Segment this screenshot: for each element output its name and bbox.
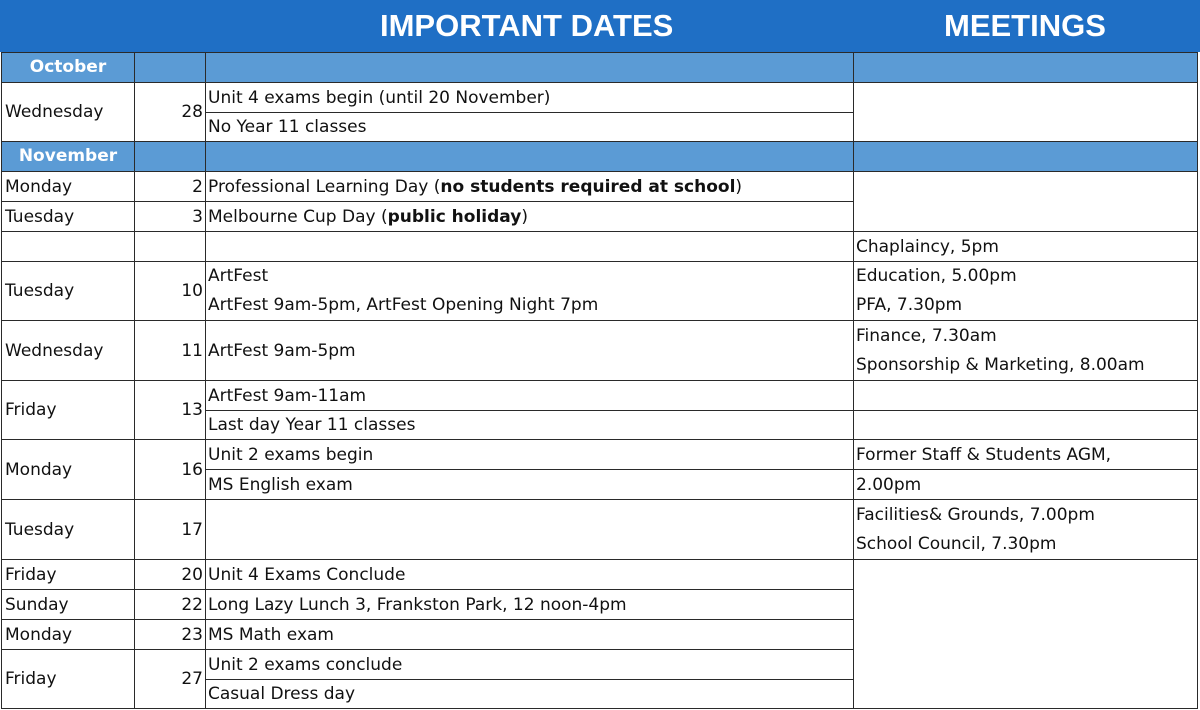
day-cell: Friday	[1, 559, 135, 590]
meeting-cell: Chaplaincy, 5pm	[853, 231, 1198, 262]
event-cell: MS English exam	[205, 469, 854, 500]
meetings-title: MEETINGS	[944, 8, 1106, 43]
event-cell	[205, 201, 854, 232]
meeting-cell	[853, 171, 1198, 232]
event-cell: ArtFest 9am-11am	[205, 380, 854, 411]
day-cell: Wednesday	[1, 82, 135, 142]
event-cell: Unit 2 exams conclude	[205, 649, 854, 680]
event-cell: Last day Year 11 classes	[205, 410, 854, 440]
day-cell: Monday	[1, 619, 135, 650]
event-line: ArtFest	[208, 266, 269, 286]
date-number: 3	[134, 201, 206, 232]
month-band-num	[134, 141, 206, 172]
date-number: 2	[134, 171, 206, 202]
important-dates-title: IMPORTANT DATES	[380, 8, 674, 43]
event-cell: Unit 2 exams begin	[205, 439, 854, 470]
dates-table	[1, 52, 1198, 709]
event-text: Professional Learning Day (	[208, 176, 441, 197]
event-cell	[205, 231, 854, 262]
event-bold-text: public holiday	[387, 206, 522, 227]
event-cell: Casual Dress day	[205, 679, 854, 709]
event-cell: Long Lazy Lunch 3, Frankston Park, 12 noon-4pm	[205, 589, 854, 620]
event-cell: Unit 4 exams begin (until 20 November)	[205, 82, 854, 113]
meeting-cell	[853, 499, 1198, 560]
event-text: Melbourne Cup Day (	[208, 206, 388, 227]
event-cell	[205, 261, 854, 321]
meeting-line: Facilities& Grounds, 7.00pm	[856, 504, 1095, 525]
day-cell: Tuesday	[1, 201, 135, 232]
meeting-line: Finance, 7.30am	[856, 325, 997, 346]
event-cell: MS Math exam	[205, 619, 854, 650]
event-cell: Unit 4 Exams Conclude	[205, 559, 854, 590]
date-number: 22	[134, 589, 206, 620]
day-cell: Wednesday	[1, 320, 135, 381]
day-cell: Friday	[1, 649, 135, 709]
month-header-november: November	[1, 141, 135, 172]
event-bold-text: no students required at school	[440, 176, 736, 197]
event-cell	[205, 171, 854, 202]
date-number: 20	[134, 559, 206, 590]
day-cell: Friday	[1, 380, 135, 440]
meeting-cell	[853, 261, 1198, 321]
month-band-meetings	[853, 52, 1198, 83]
date-number: 17	[134, 499, 206, 560]
meeting-cell: Former Staff & Students AGM,	[853, 439, 1198, 470]
date-number	[134, 231, 206, 262]
month-header-october: October	[1, 52, 135, 83]
date-number: 23	[134, 619, 206, 650]
meeting-line: Education, 5.00pm	[856, 266, 1017, 286]
date-number: 28	[134, 82, 206, 142]
event-cell: No Year 11 classes	[205, 112, 854, 142]
meeting-cell	[853, 320, 1198, 381]
event-text-end: )	[735, 176, 743, 197]
month-band-num	[134, 52, 206, 83]
meeting-line: School Council, 7.30pm	[856, 533, 1057, 554]
meeting-cell	[853, 410, 1198, 440]
day-cell: Tuesday	[1, 261, 135, 321]
day-cell: Tuesday	[1, 499, 135, 560]
event-text-end: )	[521, 206, 528, 227]
month-band-events	[205, 52, 854, 83]
meeting-cell	[853, 380, 1198, 411]
meeting-line: PFA, 7.30pm	[856, 295, 963, 315]
day-cell: Monday	[1, 171, 135, 202]
day-cell: Sunday	[1, 589, 135, 620]
date-number: 10	[134, 261, 206, 321]
day-cell: Monday	[1, 439, 135, 500]
header-banner	[0, 0, 1200, 52]
meeting-cell	[853, 82, 1198, 142]
day-cell	[1, 231, 135, 262]
meeting-cell	[853, 559, 1198, 709]
date-number: 27	[134, 649, 206, 709]
date-number: 11	[134, 320, 206, 381]
date-number: 13	[134, 380, 206, 440]
date-number: 16	[134, 439, 206, 500]
event-cell	[205, 499, 854, 560]
event-line: ArtFest 9am-5pm, ArtFest Opening Night 7pm	[208, 295, 599, 315]
month-band-meetings	[853, 141, 1198, 172]
event-cell: ArtFest 9am-5pm	[205, 320, 854, 381]
meeting-line: Sponsorship & Marketing, 8.00am	[856, 354, 1145, 375]
month-band-events	[205, 141, 854, 172]
meeting-cell: 2.00pm	[853, 469, 1198, 500]
